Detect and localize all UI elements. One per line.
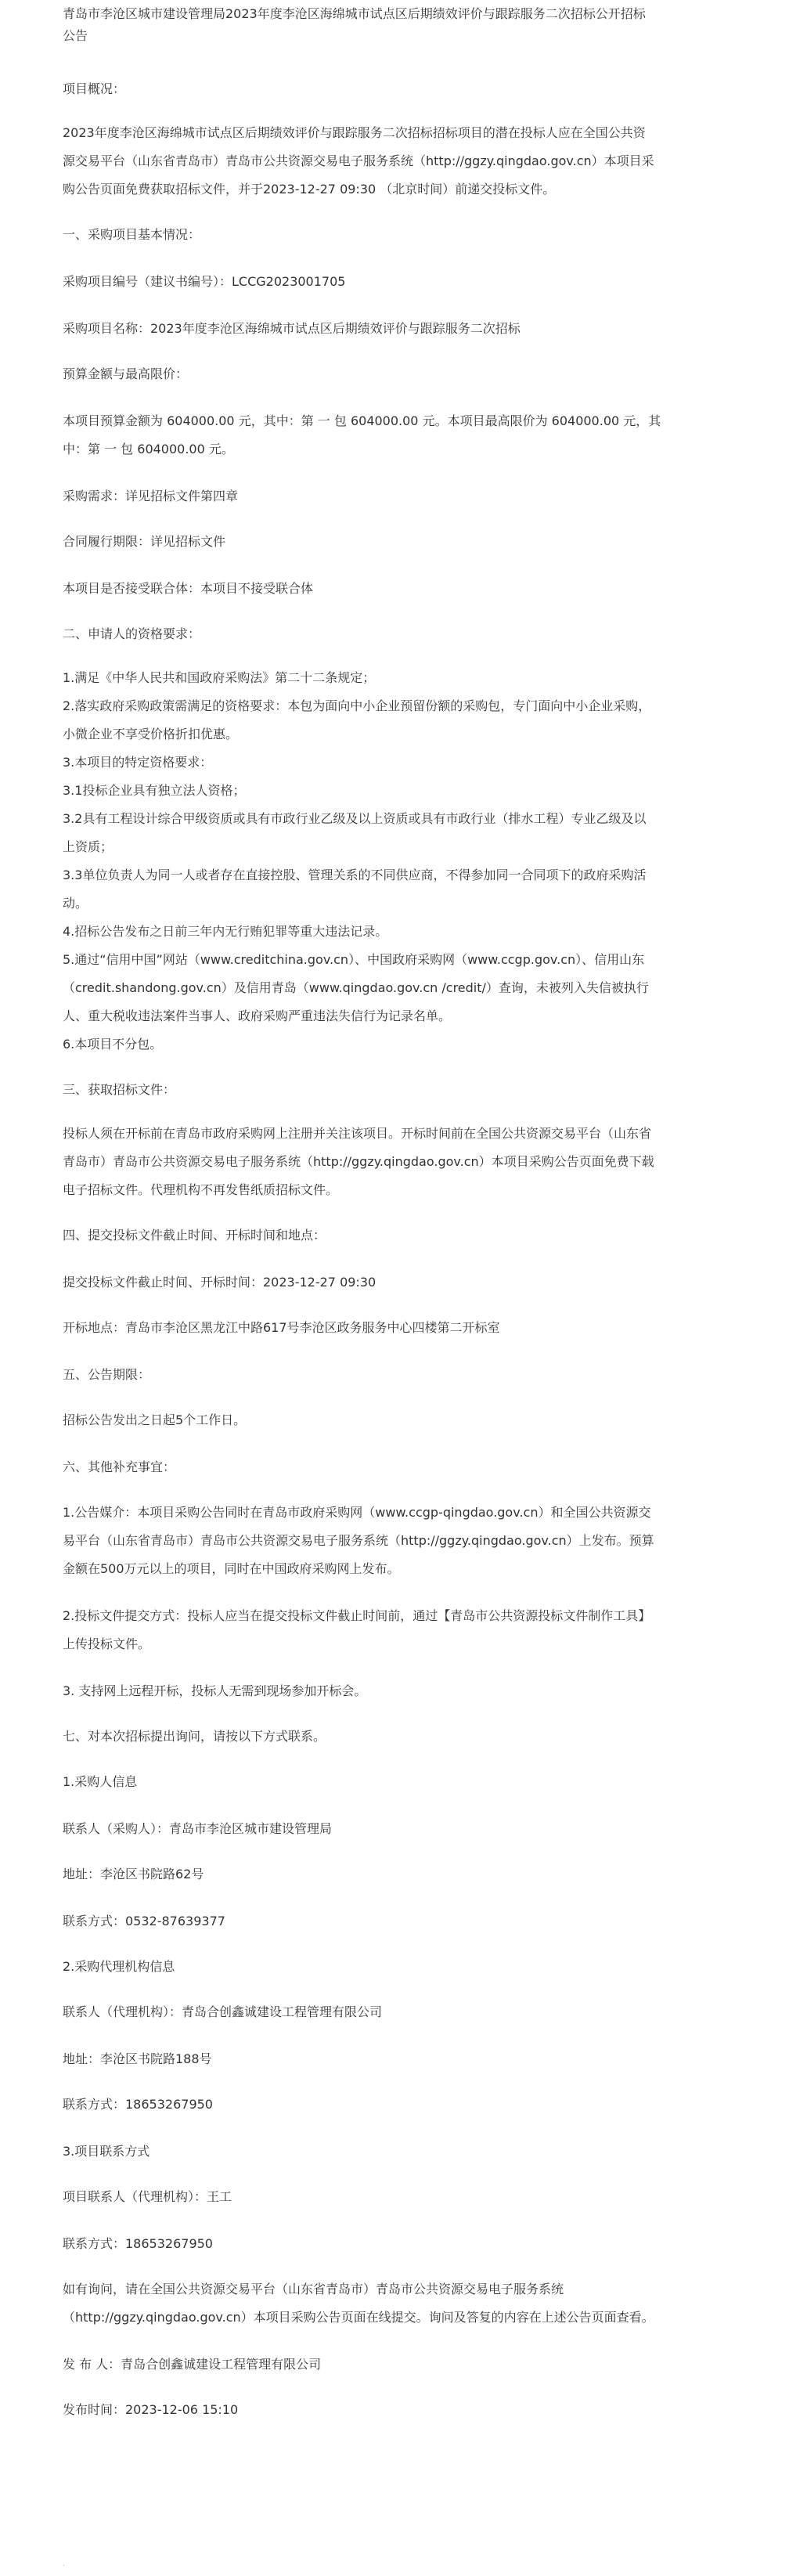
qualification-line: 3.1投标企业具有独立法人资格； [63,783,246,798]
qualification-line: 5.通过“信用中国”网站（www.creditchina.gov.cn）、中国政府采购网（www.ccgp.gov.cn）、信用山东 [63,952,645,967]
qualification-line: 3.3单位负责人为同一人或者存在直接控股、管理关系的不同供应商，不得参加同一合同项下的政府采购活 [63,868,647,882]
media-line: 易平台（山东省青岛市）青岛市公共资源交易电子服务系统（http://ggzy.qingdao.gov.cn）上发布。预算 [63,1533,654,1548]
project-contact-heading: 3.项目联系方式 [63,2144,150,2159]
section-heading-qualification: 二、申请人的资格要求： [63,626,201,641]
section-heading-submission: 四、提交投标文件截止时间、开标时间和地点： [63,1228,326,1243]
opening-location: 开标地点：青岛市李沧区黑龙江中路617号李沧区政务服务中心四楼第二开标室 [63,1320,500,1335]
purchaser-heading: 1.采购人信息 [63,1774,138,1789]
qualification-line: 1.满足《中华人民共和国政府采购法》第二十二条规定； [63,670,376,685]
announcement-title-line-2: 公告 [63,28,88,43]
qualification-line: 人、重大税收违法案件当事人、政府采购严重违法失信行为记录名单。 [63,1008,452,1023]
remote-opening: 3. 支持网上远程开标，投标人无需到现场参加开标会。 [63,1683,367,1698]
project-name: 采购项目名称：2023年度李沧区海绵城市试点区后期绩效评价与跟踪服务二次招标 [63,321,521,336]
footer-mark: · [63,2562,66,2571]
notice-period: 招标公告发出之日起5个工作日。 [63,1412,247,1427]
purchaser-address: 地址：李沧区书院路62号 [63,1867,204,1881]
budget-heading: 预算金额与最高限价： [63,366,189,381]
media-line: 金额在500万元以上的项目，同时在中国政府采购网上发布。 [63,1561,400,1576]
section-heading-contacts: 七、对本次招标提出询问，请按以下方式联系。 [63,1729,326,1744]
project-contact-person: 项目联系人（代理机构）：王工 [63,2189,232,2204]
inquiry-line: （http://ggzy.qingdao.gov.cn）本项目采购公告页面在线提交。询问及答复的内容在上述公告页面查看。 [63,2310,654,2325]
project-contact-phone: 联系方式：18653267950 [63,2236,213,2251]
consortium-policy: 本项目是否接受联合体：本项目不接受联合体 [63,581,314,596]
announcement-title-line-1: 青岛市李沧区城市建设管理局2023年度李沧区海绵城市试点区后期绩效评价与跟踪服务二次招标公开招标 [63,6,646,21]
publish-time: 发布时间：2023-12-06 15:10 [63,2402,239,2417]
qualification-line: 小微企业不享受价格折扣优惠。 [63,727,239,741]
qualification-line: 6.本项目不分包。 [63,1037,163,1052]
qualification-line: 2.落实政府采购政策需满足的资格要求：本包为面向中小企业预留份额的采购包，专门面向中小企业采购， [63,698,651,713]
budget-line: 中：第 一 包 604000.00 元。 [63,442,234,456]
procurement-demand: 采购需求：详见招标文件第四章 [63,489,239,503]
overview-line: 源交易平台（山东省青岛市）青岛市公共资源交易电子服务系统（http://ggzy.qingdao.gov.cn）本项目采 [63,153,654,168]
agency-heading: 2.采购代理机构信息 [63,1959,175,1974]
budget-line: 本项目预算金额为 604000.00 元，其中：第 一 包 604000.00 元。本项目最高限价为 604000.00 元，其 [63,413,661,428]
agency-contact: 联系人（代理机构）：青岛合创鑫诚建设工程管理有限公司 [63,2004,383,2019]
section-heading-other-matters: 六、其他补充事宜： [63,1459,176,1474]
qualification-line: 4.招标公告发布之日前三年内无行贿犯罪等重大违法记录。 [63,924,388,939]
qualification-line: 3.本项目的特定资格要求： [63,755,213,770]
overview-line: 2023年度李沧区海绵城市试点区后期绩效评价与跟踪服务二次招标招标项目的潜在投标人应在全国公共资 [63,125,646,140]
qualification-line: （credit.shandong.gov.cn）及信用青岛（www.qingdao.gov.cn /credit/）查询，未被列入失信被执行 [63,980,649,995]
project-number: 采购项目编号（建议书编号）：LCCG2023001705 [63,274,346,289]
overview-heading: 项目概况： [63,81,126,96]
section-heading-notice-period: 五、公告期限： [63,1367,151,1382]
qualification-line: 3.2具有工程设计综合甲级资质或具有市政行业乙级及以上资质或具有市政行业（排水工程）专业乙级及以 [63,811,647,826]
media-line: 1.公告媒介：本项目采购公告同时在青岛市政府采购网（www.ccgp-qingdao.gov.cn）和全国公共资源交 [63,1505,651,1520]
qualification-line: 动。 [63,896,88,911]
submission-method-line: 上传投标文件。 [63,1636,151,1651]
inquiry-line: 如有询问，请在全国公共资源交易平台（山东省青岛市）青岛市公共资源交易电子服务系统 [63,2282,564,2296]
submission-deadline: 提交投标文件截止时间、开标时间：2023-12-27 09:30 [63,1275,376,1290]
section-heading-basic-info: 一、采购项目基本情况： [63,227,201,242]
agency-address: 地址：李沧区书院路188号 [63,2051,212,2066]
overview-line: 购公告页面免费获取招标文件，并于2023-12-27 09:30 （北京时间）前递交投标文件。 [63,182,556,197]
agency-phone: 联系方式：18653267950 [63,2097,213,2112]
section-heading-obtain-documents: 三、获取招标文件： [63,1082,176,1097]
obtain-documents-line: 青岛市）青岛市公共资源交易电子服务系统（http://ggzy.qingdao.gov.cn）本项目采购公告页面免费下载 [63,1154,654,1169]
purchaser-phone: 联系方式：0532-87639377 [63,1914,225,1928]
qualification-line: 上资质； [63,839,113,854]
contract-period: 合同履行期限：详见招标文件 [63,534,226,549]
obtain-documents-line: 投标人须在开标前在青岛市政府采购网上注册并关注该项目。开标时间前在全国公共资源交易平台（山东省 [63,1126,652,1141]
purchaser-contact: 联系人（采购人）：青岛市李沧区城市建设管理局 [63,1821,333,1836]
submission-method-line: 2.投标文件提交方式：投标人应当在提交投标文件截止时间前，通过【青岛市公共资源投标文件制作工具】 [63,1608,651,1623]
obtain-documents-line: 电子招标文件。代理机构不再发售纸质招标文件。 [63,1182,339,1197]
publisher: 发 布 人：青岛合创鑫诚建设工程管理有限公司 [63,2357,322,2372]
